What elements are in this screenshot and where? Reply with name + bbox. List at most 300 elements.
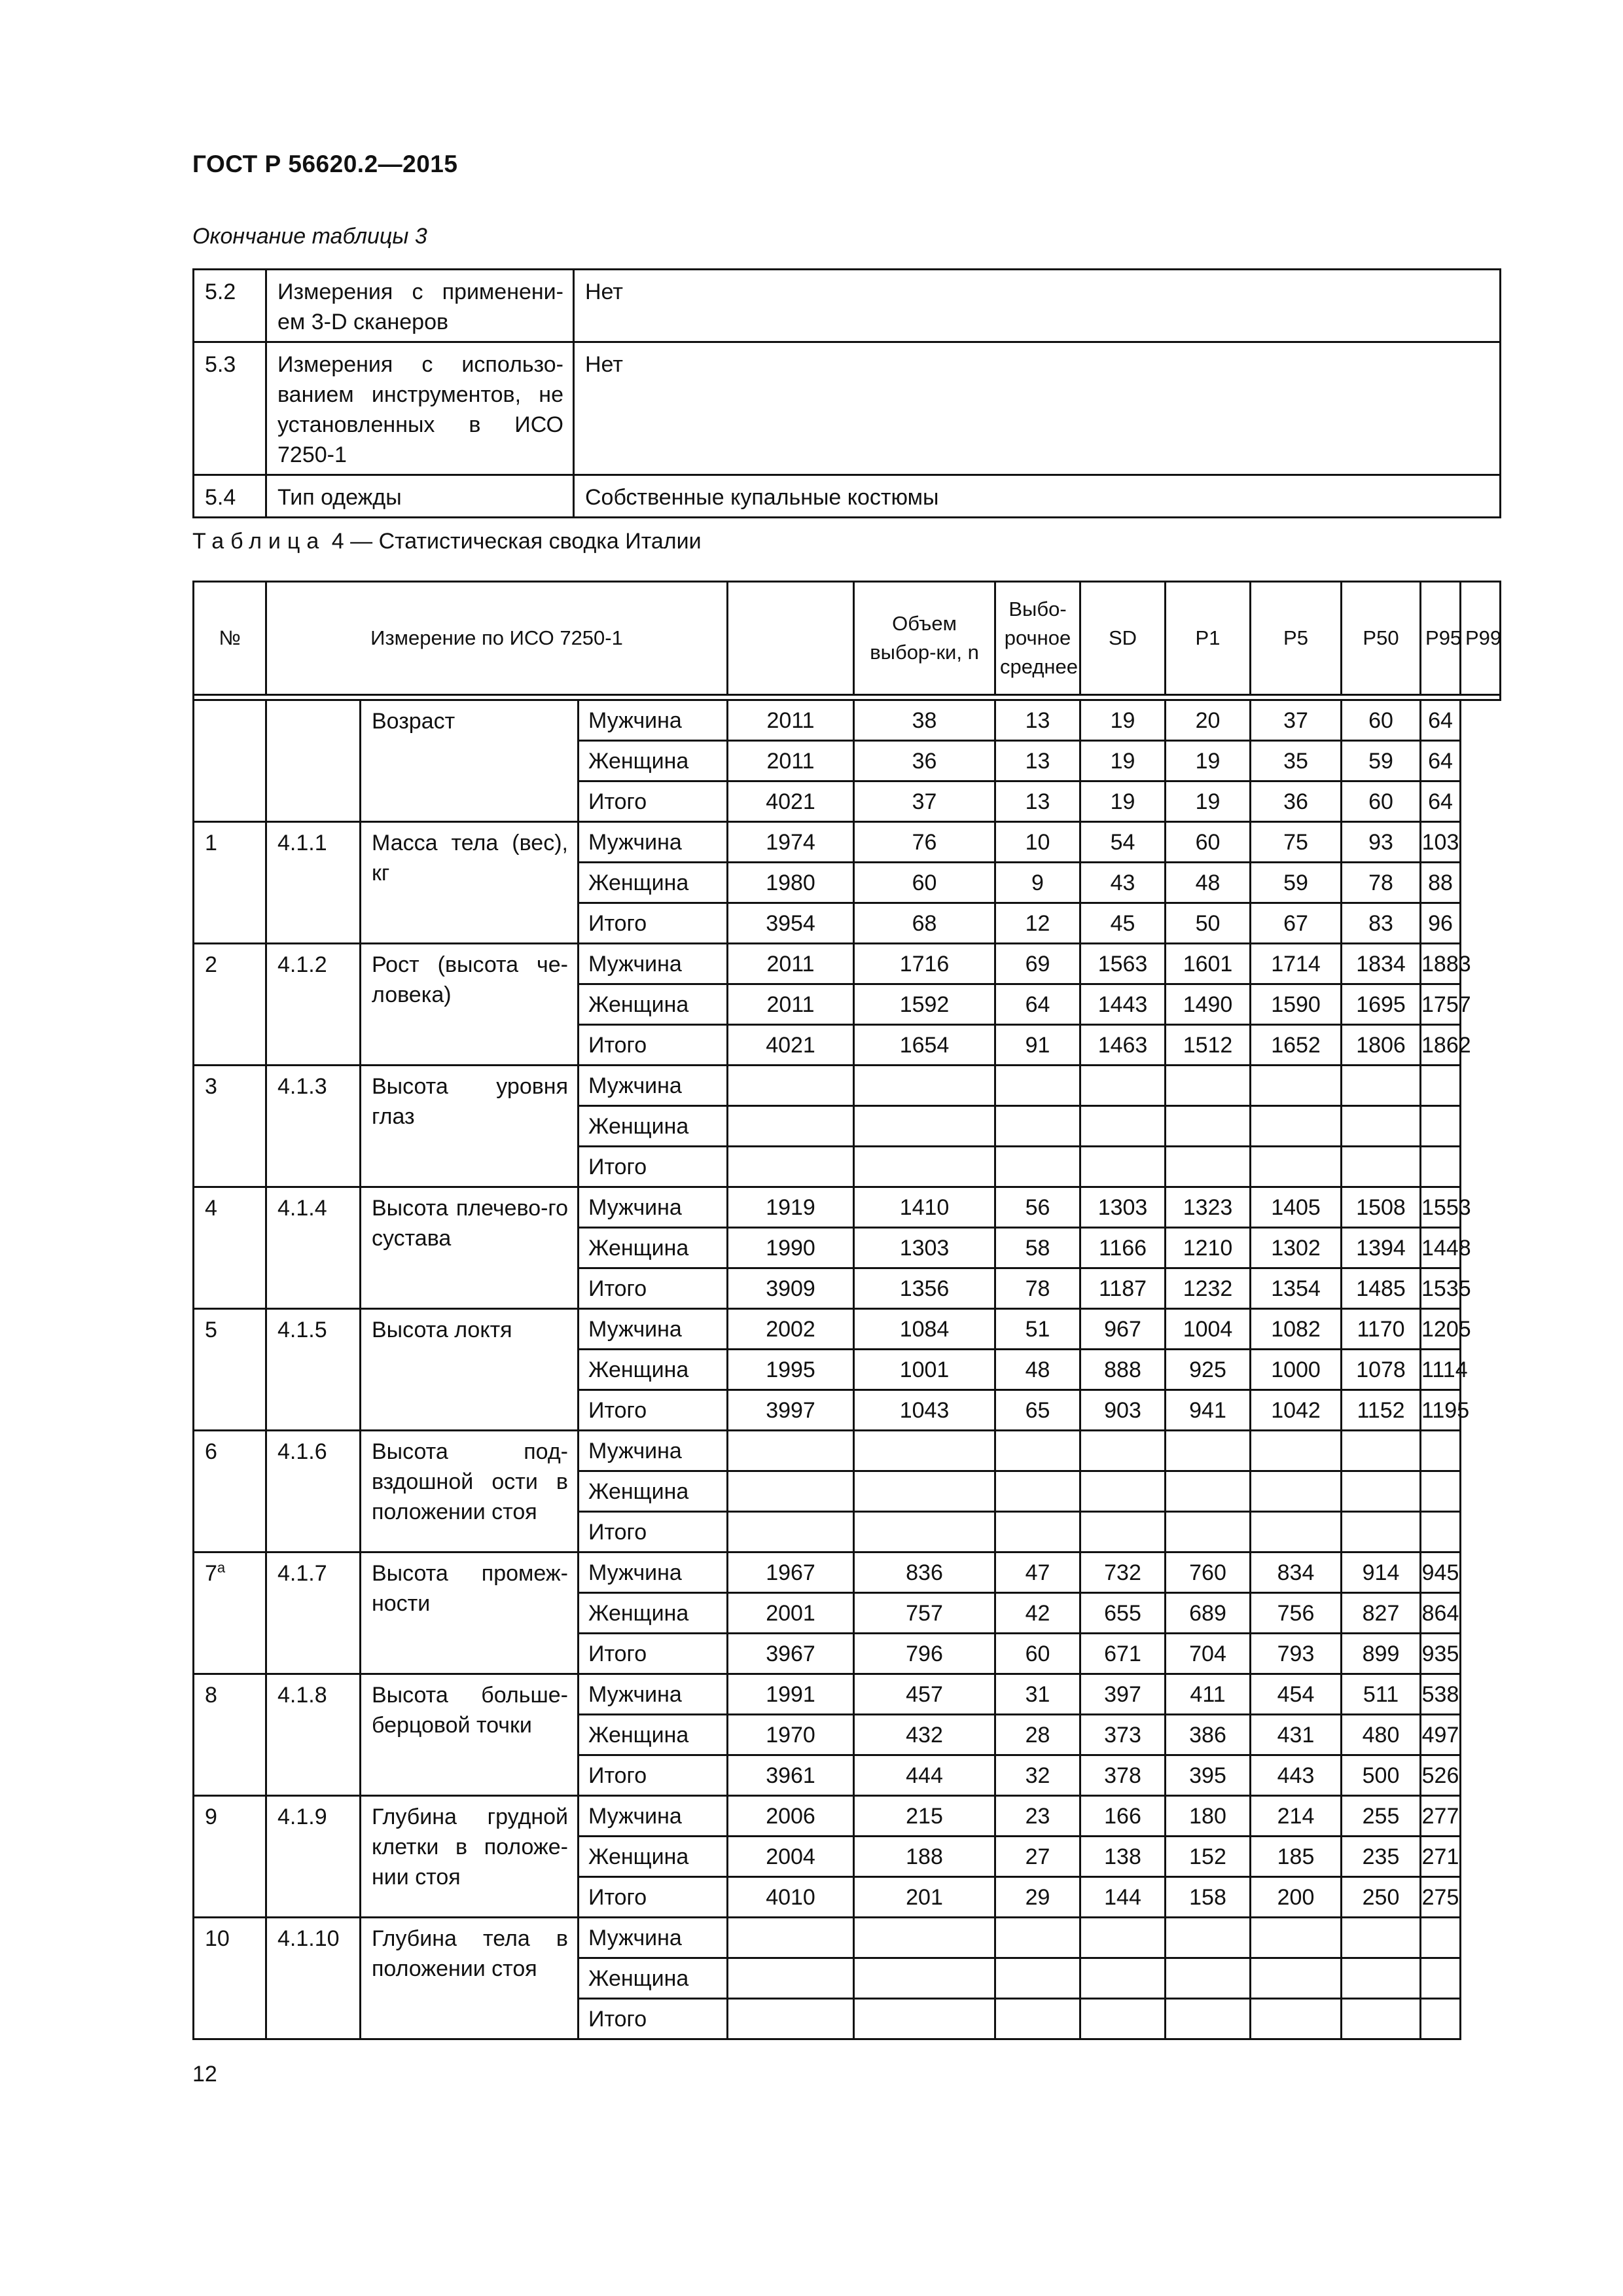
cell-p95: 500 xyxy=(1342,1755,1421,1796)
cell-p1: 1166 xyxy=(1080,1228,1166,1268)
measurement-name xyxy=(361,1674,579,1796)
cell-p50 xyxy=(1251,1999,1342,2039)
cell-sd: 42 xyxy=(995,1593,1080,1634)
measurement-name-text: Высота уровня глаз xyxy=(372,1074,568,1129)
cell-p5: 60 xyxy=(1166,822,1251,863)
cell-p1: 19 xyxy=(1080,781,1166,822)
cell-p5 xyxy=(1166,1999,1251,2039)
cell-sd: 12 xyxy=(995,903,1080,944)
measure-index-text: 3 xyxy=(205,1074,217,1099)
cell-p50: 1652 xyxy=(1251,1025,1342,1066)
sex-label: Женщина xyxy=(579,1106,728,1147)
cell-sd xyxy=(995,1431,1080,1471)
iso-clause: 4.1.8 xyxy=(266,1674,361,1796)
table-row xyxy=(194,822,1501,863)
cell-p95: 235 xyxy=(1342,1837,1421,1877)
measurement-name xyxy=(361,1187,579,1309)
cell-p1 xyxy=(1080,1147,1166,1187)
cell-n: 1974 xyxy=(728,822,854,863)
iso-clause: 4.1.3 xyxy=(266,1066,361,1187)
cell-p95: 1806 xyxy=(1342,1025,1421,1066)
cell-mean: 38 xyxy=(854,700,995,741)
cell-sd xyxy=(995,1958,1080,1999)
measure-index-text: 5 xyxy=(205,1318,217,1342)
measure-index xyxy=(194,1066,266,1187)
row-item xyxy=(266,270,574,342)
cell-sd: 47 xyxy=(995,1552,1080,1593)
iso-clause: 4.1.1 xyxy=(266,822,361,944)
cell-n: 2004 xyxy=(728,1837,854,1877)
cell-mean xyxy=(854,1918,995,1958)
cell-sd: 64 xyxy=(995,984,1080,1025)
measure-index-text: 9 xyxy=(205,1804,217,1829)
cell-p95: 255 xyxy=(1342,1796,1421,1837)
sex-label: Женщина xyxy=(579,1593,728,1634)
cell-p50 xyxy=(1251,1471,1342,1512)
cell-p50: 756 xyxy=(1251,1593,1342,1634)
measure-index xyxy=(194,944,266,1066)
table-row xyxy=(194,700,1501,741)
cell-p95 xyxy=(1342,1106,1421,1147)
cell-p5: 925 xyxy=(1166,1350,1251,1390)
cell-sd xyxy=(995,1471,1080,1512)
header-gap-row xyxy=(194,695,1501,700)
measure-index-text: 6 xyxy=(205,1439,217,1464)
cell-p50: 37 xyxy=(1251,700,1342,741)
sex-label: Мужчина xyxy=(579,1674,728,1715)
cell-p1 xyxy=(1080,1471,1166,1512)
cell-p50: 1082 xyxy=(1251,1309,1342,1350)
cell-p5: 1601 xyxy=(1166,944,1251,984)
cell-p99 xyxy=(1421,1918,1461,1958)
cell-p99: 935 xyxy=(1421,1634,1461,1674)
cell-mean xyxy=(854,1512,995,1552)
cell-p1 xyxy=(1080,1958,1166,1999)
sex-label: Мужчина xyxy=(579,1796,728,1837)
cell-p50: 793 xyxy=(1251,1634,1342,1674)
cell-sd: 9 xyxy=(995,863,1080,903)
cell-p95: 60 xyxy=(1342,781,1421,822)
cell-p95: 1508 xyxy=(1342,1187,1421,1228)
cell-p99 xyxy=(1421,1431,1461,1471)
cell-sd: 13 xyxy=(995,700,1080,741)
measurement-name-text: Высота под-вздошной ости в положении стоя xyxy=(372,1439,568,1524)
cell-mean: 1410 xyxy=(854,1187,995,1228)
cell-sd xyxy=(995,1147,1080,1187)
cell-mean: 68 xyxy=(854,903,995,944)
row-number: 5.4 xyxy=(194,475,266,518)
cell-mean xyxy=(854,1147,995,1187)
cell-n: 3954 xyxy=(728,903,854,944)
cell-sd: 51 xyxy=(995,1309,1080,1350)
cell-p50: 185 xyxy=(1251,1837,1342,1877)
row-number: 5.3 xyxy=(194,342,266,475)
cell-n: 2001 xyxy=(728,1593,854,1634)
sex-label: Итого xyxy=(579,1025,728,1066)
table-row xyxy=(194,1674,1501,1715)
cell-p95: 899 xyxy=(1342,1634,1421,1674)
cell-n: 3909 xyxy=(728,1268,854,1309)
sex-label: Итого xyxy=(579,903,728,944)
cell-p5 xyxy=(1166,1918,1251,1958)
cell-p99 xyxy=(1421,1999,1461,2039)
sex-label: Итого xyxy=(579,1999,728,2039)
table-row xyxy=(194,944,1501,984)
cell-p1: 19 xyxy=(1080,741,1166,781)
header-measurement: Измерение по ИСО 7250-1 xyxy=(266,582,728,695)
cell-p5 xyxy=(1166,1471,1251,1512)
cell-n xyxy=(728,1471,854,1512)
cell-sd: 28 xyxy=(995,1715,1080,1755)
cell-n: 2011 xyxy=(728,984,854,1025)
cell-p95: 480 xyxy=(1342,1715,1421,1755)
measurement-name xyxy=(361,1918,579,2039)
cell-p99: 1862 xyxy=(1421,1025,1461,1066)
cell-p99 xyxy=(1421,1512,1461,1552)
measurement-name-text: Высота промеж-ности xyxy=(372,1561,568,1616)
cell-p95: 60 xyxy=(1342,700,1421,741)
cell-p1 xyxy=(1080,1431,1166,1471)
cell-p1 xyxy=(1080,1106,1166,1147)
cell-p99: 271 xyxy=(1421,1837,1461,1877)
cell-mean xyxy=(854,1431,995,1471)
cell-p99: 1535 xyxy=(1421,1268,1461,1309)
cell-n xyxy=(728,1106,854,1147)
cell-p5: 1210 xyxy=(1166,1228,1251,1268)
document-title: ГОСТ Р 56620.2—2015 xyxy=(192,151,458,177)
cell-n: 1995 xyxy=(728,1350,854,1390)
measurement-name xyxy=(361,1552,579,1674)
cell-mean: 432 xyxy=(854,1715,995,1755)
cell-p50: 59 xyxy=(1251,863,1342,903)
cell-p50: 834 xyxy=(1251,1552,1342,1593)
cell-p99 xyxy=(1421,1958,1461,1999)
cell-p5 xyxy=(1166,1958,1251,1999)
cell-p99: 96 xyxy=(1421,903,1461,944)
cell-p5: 20 xyxy=(1166,700,1251,741)
sex-label: Итого xyxy=(579,1147,728,1187)
cell-p50: 67 xyxy=(1251,903,1342,944)
cell-p1: 397 xyxy=(1080,1674,1166,1715)
sex-label: Женщина xyxy=(579,984,728,1025)
cell-p95 xyxy=(1342,1512,1421,1552)
header-p50: P50 xyxy=(1342,582,1421,695)
row-value: Собственные купальные костюмы xyxy=(574,475,1501,518)
cell-sd: 91 xyxy=(995,1025,1080,1066)
cell-p99: 1114 xyxy=(1421,1350,1461,1390)
header-sex xyxy=(728,582,854,695)
cell-n: 3961 xyxy=(728,1755,854,1796)
cell-p50: 454 xyxy=(1251,1674,1342,1715)
cell-p99: 88 xyxy=(1421,863,1461,903)
cell-mean: 1592 xyxy=(854,984,995,1025)
table-body xyxy=(194,700,1501,2039)
cell-p95: 1152 xyxy=(1342,1390,1421,1431)
cell-mean xyxy=(854,1066,995,1106)
cell-sd: 69 xyxy=(995,944,1080,984)
cell-p99: 1205 xyxy=(1421,1309,1461,1350)
cell-p5 xyxy=(1166,1431,1251,1471)
cell-p95: 1834 xyxy=(1342,944,1421,984)
sex-label: Мужчина xyxy=(579,1187,728,1228)
cell-n: 1919 xyxy=(728,1187,854,1228)
cell-p50: 214 xyxy=(1251,1796,1342,1837)
cell-sd: 13 xyxy=(995,781,1080,822)
sex-label: Мужчина xyxy=(579,1066,728,1106)
measure-index-text: 2 xyxy=(205,952,217,977)
cell-p95 xyxy=(1342,1431,1421,1471)
cell-p5: 19 xyxy=(1166,781,1251,822)
cell-p99: 277 xyxy=(1421,1796,1461,1837)
cell-p1: 1563 xyxy=(1080,944,1166,984)
cell-mean: 796 xyxy=(854,1634,995,1674)
cell-p1 xyxy=(1080,1918,1166,1958)
measurement-name-text: Высота локтя xyxy=(372,1318,512,1342)
cell-p1: 732 xyxy=(1080,1552,1166,1593)
cell-p99 xyxy=(1421,1106,1461,1147)
cell-mean: 201 xyxy=(854,1877,995,1918)
cell-n: 4021 xyxy=(728,781,854,822)
sex-label: Мужчина xyxy=(579,944,728,984)
iso-clause xyxy=(266,700,361,822)
measurement-name-text: Глубина грудной клетки в положе-нии стоя xyxy=(372,1804,568,1890)
cell-n: 3967 xyxy=(728,1634,854,1674)
sex-label: Итого xyxy=(579,1268,728,1309)
cell-p5 xyxy=(1166,1147,1251,1187)
cell-mean: 1303 xyxy=(854,1228,995,1268)
sex-label: Мужчина xyxy=(579,1918,728,1958)
cell-n xyxy=(728,1066,854,1106)
cell-p1: 166 xyxy=(1080,1796,1166,1837)
header-mean: Выбо-рочное среднее xyxy=(995,582,1080,695)
cell-p50 xyxy=(1251,1512,1342,1552)
cell-p5: 158 xyxy=(1166,1877,1251,1918)
measure-index xyxy=(194,1431,266,1552)
cell-p99: 864 xyxy=(1421,1593,1461,1634)
sex-label: Мужчина xyxy=(579,822,728,863)
cell-n: 1967 xyxy=(728,1552,854,1593)
cell-mean: 76 xyxy=(854,822,995,863)
cell-p50: 443 xyxy=(1251,1755,1342,1796)
cell-n: 4010 xyxy=(728,1877,854,1918)
table-row xyxy=(194,1552,1501,1593)
cell-p5: 180 xyxy=(1166,1796,1251,1837)
cell-p1: 1443 xyxy=(1080,984,1166,1025)
cell-p99: 538 xyxy=(1421,1674,1461,1715)
cell-p1: 54 xyxy=(1080,822,1166,863)
sex-label: Мужчина xyxy=(579,1309,728,1350)
cell-p5: 19 xyxy=(1166,741,1251,781)
cell-p1: 903 xyxy=(1080,1390,1166,1431)
cell-mean: 188 xyxy=(854,1837,995,1877)
iso-clause: 4.1.6 xyxy=(266,1431,361,1552)
cell-p99: 1553 xyxy=(1421,1187,1461,1228)
cell-p99: 1883 xyxy=(1421,944,1461,984)
cell-p50: 1590 xyxy=(1251,984,1342,1025)
caption-label: Таблица xyxy=(192,529,326,554)
measure-index xyxy=(194,700,266,822)
measure-index xyxy=(194,822,266,944)
measure-index xyxy=(194,1309,266,1431)
cell-p95: 914 xyxy=(1342,1552,1421,1593)
cell-p95: 1695 xyxy=(1342,984,1421,1025)
cell-p1: 144 xyxy=(1080,1877,1166,1918)
sex-label: Женщина xyxy=(579,1958,728,1999)
cell-n xyxy=(728,1431,854,1471)
measurement-name-text: Высота больше-берцовой точки xyxy=(372,1683,568,1738)
cell-n: 2002 xyxy=(728,1309,854,1350)
row-value: Нет xyxy=(574,270,1501,342)
footnote-mark: а xyxy=(217,1559,226,1576)
cell-n: 2011 xyxy=(728,944,854,984)
cell-p99: 497 xyxy=(1421,1715,1461,1755)
cell-p1 xyxy=(1080,1512,1166,1552)
cell-p1: 45 xyxy=(1080,903,1166,944)
cell-p99: 64 xyxy=(1421,741,1461,781)
cell-p95: 250 xyxy=(1342,1877,1421,1918)
measure-index xyxy=(194,1796,266,1918)
cell-mean xyxy=(854,1106,995,1147)
cell-p99 xyxy=(1421,1066,1461,1106)
measurement-name-text: Высота плечево-го сустава xyxy=(372,1196,568,1251)
cell-n: 2011 xyxy=(728,741,854,781)
cell-p50: 200 xyxy=(1251,1877,1342,1918)
cell-mean: 215 xyxy=(854,1796,995,1837)
cell-p5: 411 xyxy=(1166,1674,1251,1715)
cell-p99: 64 xyxy=(1421,781,1461,822)
cell-p50: 1714 xyxy=(1251,944,1342,984)
cell-p5: 760 xyxy=(1166,1552,1251,1593)
table-continuation-label: Окончание таблицы 3 xyxy=(192,224,427,249)
table-4-caption xyxy=(192,529,702,554)
cell-p95: 1078 xyxy=(1342,1350,1421,1390)
cell-sd xyxy=(995,1512,1080,1552)
cell-p95 xyxy=(1342,1918,1421,1958)
measure-index-text: 10 xyxy=(205,1926,230,1951)
cell-p50: 75 xyxy=(1251,822,1342,863)
cell-p50: 1354 xyxy=(1251,1268,1342,1309)
cell-p1: 19 xyxy=(1080,700,1166,741)
cell-p1: 655 xyxy=(1080,1593,1166,1634)
cell-n xyxy=(728,1918,854,1958)
header-n: Объем выбор-ки, n xyxy=(854,582,995,695)
cell-sd xyxy=(995,1918,1080,1958)
measurement-name-text: Рост (высота че-ловека) xyxy=(372,952,568,1007)
table-3-continuation xyxy=(192,268,1501,518)
cell-p1 xyxy=(1080,1999,1166,2039)
cell-p5: 1232 xyxy=(1166,1268,1251,1309)
cell-p95: 59 xyxy=(1342,741,1421,781)
table-row xyxy=(194,1309,1501,1350)
sex-label: Женщина xyxy=(579,1350,728,1390)
cell-p95: 83 xyxy=(1342,903,1421,944)
cell-p1: 967 xyxy=(1080,1309,1166,1350)
cell-p95: 827 xyxy=(1342,1593,1421,1634)
sex-label: Женщина xyxy=(579,1471,728,1512)
measurement-name xyxy=(361,1796,579,1918)
cell-mean: 757 xyxy=(854,1593,995,1634)
sex-label: Мужчина xyxy=(579,1552,728,1593)
row-item-text: Тип одежды xyxy=(277,485,402,510)
cell-p95: 78 xyxy=(1342,863,1421,903)
cell-p5: 704 xyxy=(1166,1634,1251,1674)
measure-index-text: 1 xyxy=(205,831,217,855)
row-value: Нет xyxy=(574,342,1501,475)
sex-label: Мужчина xyxy=(579,700,728,741)
cell-sd xyxy=(995,1066,1080,1106)
measurement-name xyxy=(361,1309,579,1431)
header-p95: P95 xyxy=(1421,582,1461,695)
table-row xyxy=(194,1066,1501,1106)
cell-sd xyxy=(995,1106,1080,1147)
cell-sd: 10 xyxy=(995,822,1080,863)
cell-p5: 152 xyxy=(1166,1837,1251,1877)
header-p99: P99 xyxy=(1461,582,1501,695)
measure-index-text: 7 xyxy=(205,1561,217,1586)
measurement-name xyxy=(361,944,579,1066)
cell-sd: 60 xyxy=(995,1634,1080,1674)
cell-p1: 1463 xyxy=(1080,1025,1166,1066)
table-row xyxy=(194,1918,1501,1958)
measurement-name-text: Масса тела (вес), кг xyxy=(372,831,568,886)
measure-index xyxy=(194,1552,266,1674)
cell-sd: 29 xyxy=(995,1877,1080,1918)
row-item xyxy=(266,475,574,518)
cell-n xyxy=(728,1512,854,1552)
measurement-name xyxy=(361,700,579,822)
cell-p5: 1004 xyxy=(1166,1309,1251,1350)
cell-p50 xyxy=(1251,1106,1342,1147)
cell-p1: 378 xyxy=(1080,1755,1166,1796)
page-number: 12 xyxy=(192,2062,217,2087)
measurement-name xyxy=(361,1066,579,1187)
cell-mean: 1043 xyxy=(854,1390,995,1431)
sex-label: Женщина xyxy=(579,1715,728,1755)
row-item-text: Измерения с использо-ванием инструментов, не установленных в ИСО 7250-1 xyxy=(277,352,563,467)
cell-p1: 671 xyxy=(1080,1634,1166,1674)
cell-n: 2011 xyxy=(728,700,854,741)
header-gap xyxy=(194,695,1501,700)
cell-p99 xyxy=(1421,1471,1461,1512)
cell-p50: 35 xyxy=(1251,741,1342,781)
cell-p99: 945 xyxy=(1421,1552,1461,1593)
cell-p95 xyxy=(1342,1958,1421,1999)
header-p5: P5 xyxy=(1251,582,1342,695)
sex-label: Женщина xyxy=(579,741,728,781)
cell-p95: 93 xyxy=(1342,822,1421,863)
iso-clause: 4.1.10 xyxy=(266,1918,361,2039)
cell-mean: 1356 xyxy=(854,1268,995,1309)
cell-sd: 32 xyxy=(995,1755,1080,1796)
cell-p5 xyxy=(1166,1106,1251,1147)
iso-clause: 4.1.5 xyxy=(266,1309,361,1431)
measurement-name xyxy=(361,1431,579,1552)
cell-sd: 65 xyxy=(995,1390,1080,1431)
cell-p50: 1405 xyxy=(1251,1187,1342,1228)
cell-p5: 1323 xyxy=(1166,1187,1251,1228)
measure-index xyxy=(194,1674,266,1796)
cell-p5 xyxy=(1166,1512,1251,1552)
cell-p5: 50 xyxy=(1166,903,1251,944)
table-header-row xyxy=(194,582,1501,695)
cell-p50 xyxy=(1251,1066,1342,1106)
cell-mean: 60 xyxy=(854,863,995,903)
cell-p50: 1302 xyxy=(1251,1228,1342,1268)
cell-p50 xyxy=(1251,1918,1342,1958)
sex-label: Итого xyxy=(579,1512,728,1552)
sex-label: Женщина xyxy=(579,1228,728,1268)
cell-sd: 48 xyxy=(995,1350,1080,1390)
